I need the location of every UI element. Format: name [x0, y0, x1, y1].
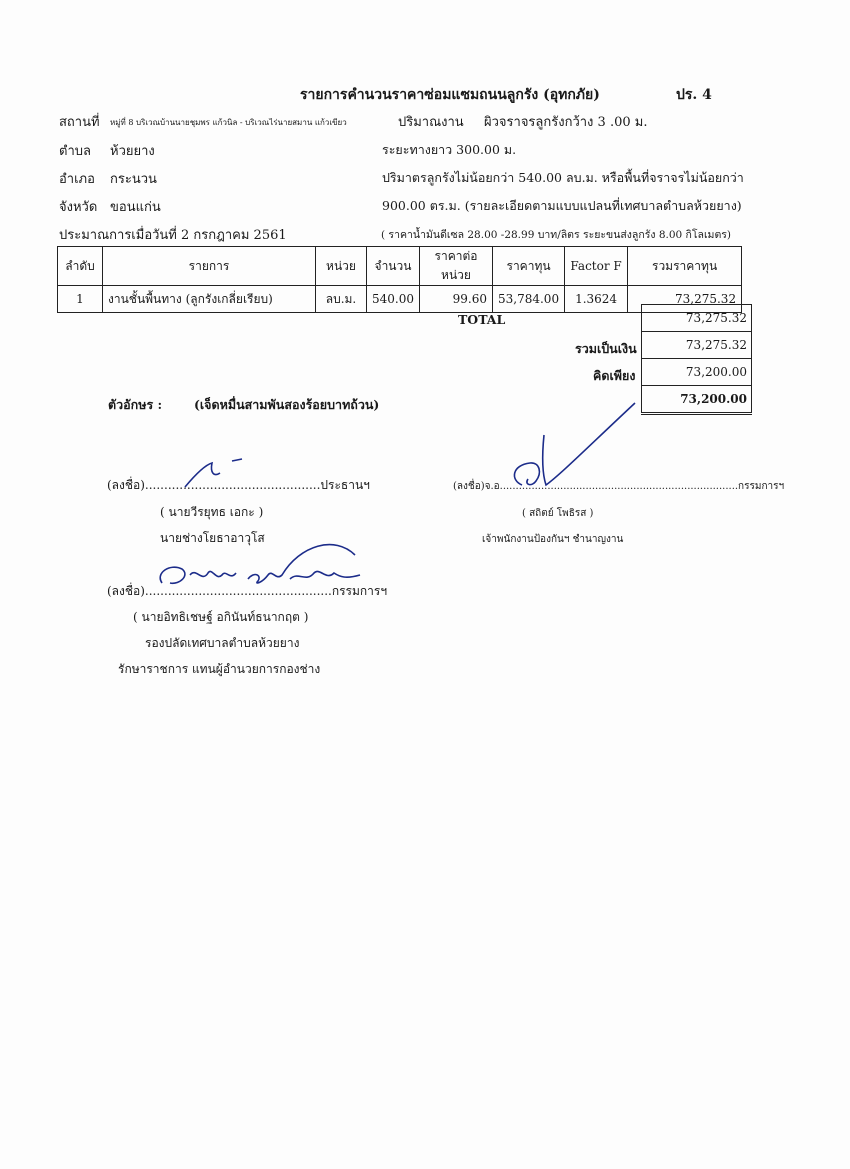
location-value: หมู่ที่ 8 บริเวณบ้านนายชุมพร แก้วนิล - บริเวณไร่นายสมาน แก้วเขียว — [110, 118, 347, 127]
rounded-label: คิดเพียง — [593, 368, 636, 383]
chair-sign-line: (ลงชื่อ)..............................................ประธานฯ — [107, 478, 370, 492]
cell-unit-price: 99.60 — [420, 286, 493, 313]
col-header-no: ลำดับ — [58, 247, 103, 286]
final-value: 73,200.00 — [642, 386, 752, 414]
location-label: สถานที่ — [59, 115, 100, 130]
sum-label: รวมเป็นเงิน — [575, 341, 637, 356]
work-volume-label: ปริมาณงาน — [398, 115, 464, 130]
price-note: ( ราคาน้ำมันดีเซล 28.00 -28.99 บาท/ลิตร ระยะขนส่งลูกรัง 8.00 กิโลเมตร) — [381, 229, 732, 241]
cell-item: งานชั้นพื้นทาง (ลูกรังเกลี่ยเรียบ) — [103, 286, 316, 313]
col-header-cost: ราคาทุน — [493, 247, 565, 286]
subdistrict-label: ตำบล — [59, 144, 91, 159]
total-value: 73,275.32 — [642, 305, 752, 332]
col-header-item: รายการ — [103, 247, 316, 286]
subdistrict-value: ห้วยยาง — [110, 144, 155, 159]
col-header-quantity: จำนวน — [367, 247, 420, 286]
district-label: อำเภอ — [59, 172, 95, 187]
estimate-date: ประมาณการเมื่อวันที่ 2 กรกฎาคม 2561 — [59, 228, 287, 243]
cell-total-cost: 73,275.32 — [628, 286, 742, 313]
document-number: ปร. 4 — [676, 87, 712, 103]
rounded-value: 73,200.00 — [642, 359, 752, 386]
laterite-line-1: ปริมาตรลูกรังไม่น้อยกว่า 540.00 ลบ.ม. หรือพื้นที่จราจรไม่น้อยกว่า — [382, 170, 744, 185]
table-row — [58, 286, 742, 313]
chair-signature — [180, 455, 260, 495]
laterite-line-2: 900.00 ตร.ม. (รายละเอียดตามแบบแปลนที่เทศบาลตำบลห้วยยาง) — [382, 198, 742, 213]
amount-words-label: ตัวอักษร : — [108, 397, 163, 412]
province-value: ขอนแก่น — [110, 200, 161, 215]
committee2-sign-line: (ลงชื่อ).................................................กรรมการฯ — [107, 584, 388, 598]
committee2-name: ( นายอิทธิเชษฐ์ อกินันท์ธนากฤต ) — [133, 610, 309, 624]
col-header-unit-price: ราคาต่อหน่วย — [420, 247, 493, 286]
cell-unit: ลบ.ม. — [316, 286, 367, 313]
col-header-factor: Factor F — [565, 247, 628, 286]
chair-name: ( นายวีรยุทธ เอกะ ) — [160, 505, 264, 519]
col-header-total-cost: รวมราคาทุน — [628, 247, 742, 286]
totals-table — [641, 304, 752, 415]
distance-text: ระยะทางยาว 300.00 ม. — [382, 142, 517, 157]
cell-cost: 53,784.00 — [493, 286, 565, 313]
table-header-row — [58, 247, 742, 286]
committee-name: ( สถิตย์ โพธิรส ) — [522, 508, 594, 519]
cell-quantity: 540.00 — [367, 286, 420, 313]
committee2-position-1: รองปลัดเทศบาลตำบลห้วยยาง — [145, 636, 300, 650]
total-label: TOTAL — [458, 312, 506, 327]
chair-position: นายช่างโยธาอาวุโส — [160, 531, 265, 545]
cell-no: 1 — [58, 286, 103, 313]
committee-position: เจ้าพนักงานป้องกันฯ ชำนาญงาน — [482, 534, 624, 545]
col-header-unit: หน่วย — [316, 247, 367, 286]
district-value: กระนวน — [110, 172, 157, 187]
committee2-position-2: รักษาราชการ แทนผู้อำนวยการกองช่าง — [118, 662, 321, 676]
province-label: จังหวัด — [59, 200, 98, 215]
sum-value: 73,275.32 — [642, 332, 752, 359]
amount-words-value: (เจ็ดหมื่นสามพันสองร้อยบาทถ้วน) — [194, 397, 380, 412]
committee-sign-line: (ลงชื่อ)จ.อ...........................................................................กรรมการฯ — [453, 481, 785, 492]
committee-signature — [500, 395, 650, 490]
committee2-signature — [150, 535, 380, 595]
document-title: รายการคำนวนราคาซ่อมแซมถนนลูกรัง (อุทกภัย) — [300, 87, 600, 103]
work-volume-value: ผิวจราจรลูกรังกว้าง 3 .00 ม. — [484, 115, 648, 130]
cell-factor: 1.3624 — [565, 286, 628, 313]
cost-table — [57, 246, 742, 313]
